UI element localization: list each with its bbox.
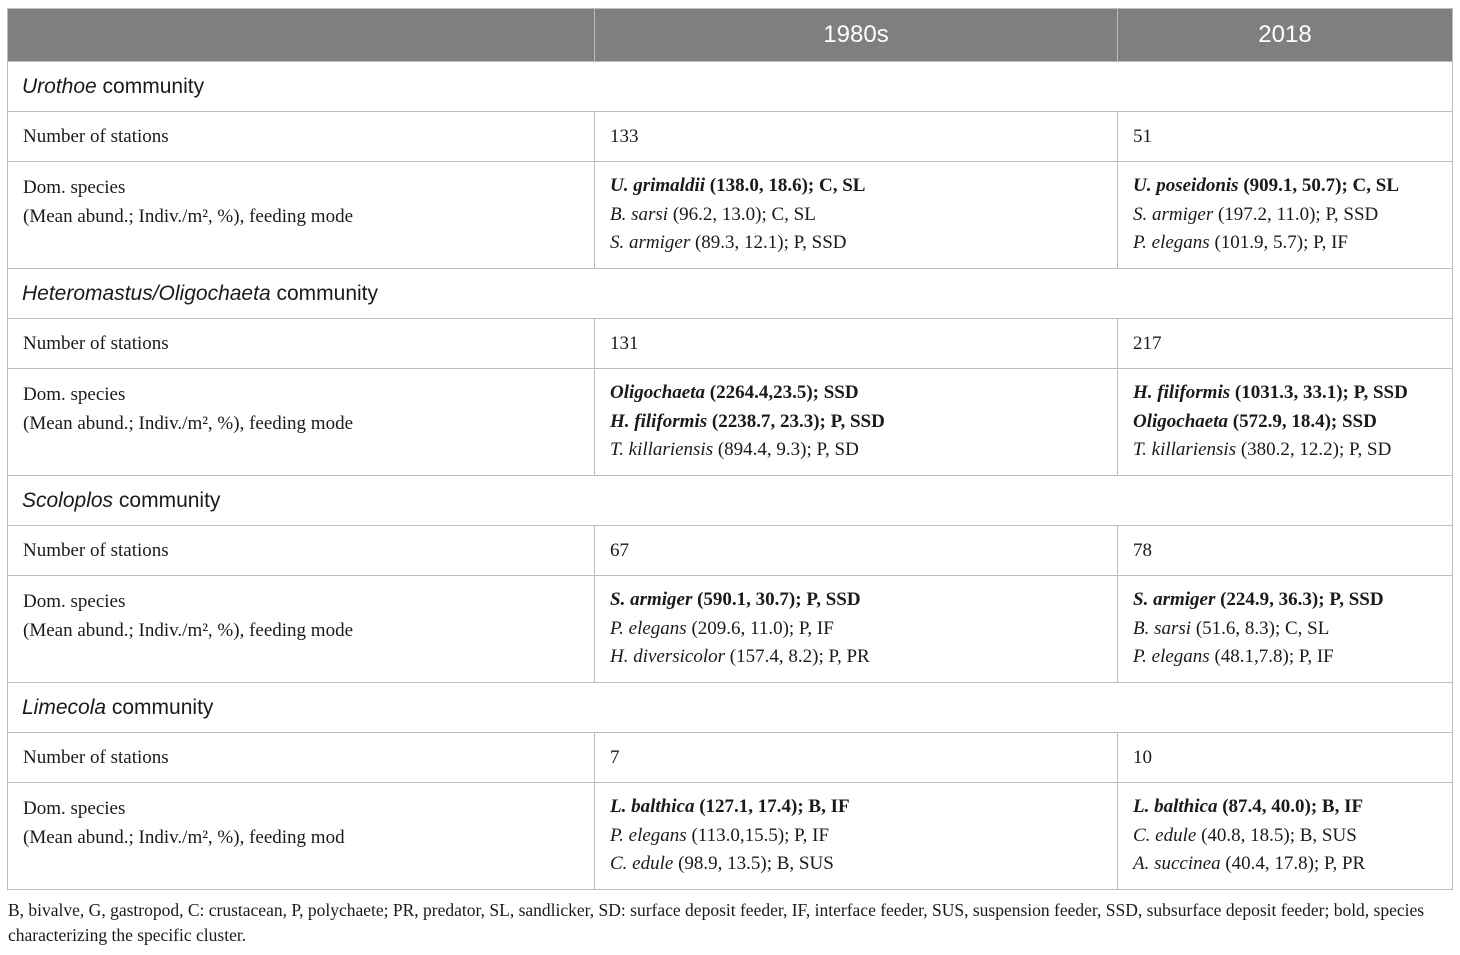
species-name: L. balthica <box>1133 796 1218 818</box>
stations-row <box>8 526 1453 576</box>
stations-row <box>8 733 1453 783</box>
stations-label: Number of stations <box>8 319 595 369</box>
stations-label: Number of stations <box>8 112 595 162</box>
species-line <box>610 229 1117 258</box>
stations-1980s: 133 <box>595 112 1118 162</box>
species-line <box>1133 229 1452 258</box>
species-values: (197.2, 11.0); P, SSD <box>1213 203 1379 225</box>
header-2018: 2018 <box>1118 9 1453 62</box>
species-line <box>610 586 1117 615</box>
community-title-row <box>8 683 1453 733</box>
species-cell-2018 <box>1118 576 1453 683</box>
species-cell-1980s <box>595 783 1118 890</box>
community-title-row <box>8 476 1453 526</box>
dominant-species-row <box>8 576 1453 683</box>
species-name: H. diversicolor <box>610 646 726 668</box>
species-values: (51.6, 8.3); C, SL <box>1191 617 1330 639</box>
species-cell-1980s <box>595 369 1118 476</box>
species-values: (2264.4,23.5); SSD <box>705 382 859 404</box>
community-name: Limecola <box>22 695 107 719</box>
community-title <box>8 269 1453 319</box>
species-values: (101.9, 5.7); P, IF <box>1209 232 1348 254</box>
species-line <box>1133 643 1452 672</box>
species-line <box>610 822 1117 851</box>
species-name: Oligochaeta <box>610 382 705 404</box>
stations-2018: 217 <box>1118 319 1453 369</box>
community-table <box>7 8 1453 890</box>
species-values: (127.1, 17.4); B, IF <box>694 796 850 818</box>
species-values: (113.0,15.5); P, IF <box>686 824 830 846</box>
species-name: B. sarsi <box>610 203 669 225</box>
species-cell-2018 <box>1118 369 1453 476</box>
species-line <box>1133 793 1452 822</box>
table-container <box>7 8 1452 890</box>
species-line <box>1133 379 1452 408</box>
stations-row <box>8 112 1453 162</box>
species-values: (572.9, 18.4); SSD <box>1228 410 1377 432</box>
species-name: H. filiformis <box>610 410 708 432</box>
stations-2018: 10 <box>1118 733 1453 783</box>
species-name: P. elegans <box>610 617 687 639</box>
species-line <box>610 850 1117 879</box>
community-suffix: community <box>106 695 214 719</box>
community-title <box>8 683 1453 733</box>
table-footnote: B, bivalve, G, gastropod, C: crustacean, P, polychaete; PR, predator, SL, sandlicker, SD: surface deposit feeder, IF, interface feeder, SUS, suspension feeder, SSD, subsurface deposit feeder; bold, species characterizing the specific cluster. <box>8 900 1425 945</box>
species-values: (40.8, 18.5); B, SUS <box>1196 824 1357 846</box>
species-line <box>610 172 1117 201</box>
dom-species-label <box>8 162 595 269</box>
species-line <box>1133 822 1452 851</box>
species-name: T. killariensis <box>610 439 714 461</box>
species-values: (1031.3, 33.1); P, SSD <box>1230 382 1408 404</box>
species-line <box>1133 201 1452 230</box>
species-values: (2238.7, 23.3); P, SSD <box>707 410 885 432</box>
stations-1980s: 131 <box>595 319 1118 369</box>
species-name: S. armiger <box>1133 589 1216 611</box>
dominant-species-row <box>8 162 1453 269</box>
species-cell-2018 <box>1118 162 1453 269</box>
dom-label-line-1: Dom. species <box>23 591 126 612</box>
species-name: B. sarsi <box>1133 617 1192 639</box>
species-line <box>1133 586 1452 615</box>
dom-species-label <box>8 783 595 890</box>
species-values: (98.9, 13.5); B, SUS <box>673 853 834 875</box>
species-line <box>1133 436 1452 465</box>
community-name: Urothoe <box>22 74 97 98</box>
stations-2018: 51 <box>1118 112 1453 162</box>
species-values: (894.4, 9.3); P, SD <box>713 439 859 461</box>
species-name: A. succinea <box>1133 853 1221 875</box>
stations-1980s: 7 <box>595 733 1118 783</box>
species-name: S. armiger <box>610 589 693 611</box>
stations-label: Number of stations <box>8 733 595 783</box>
species-name: U. poseidonis <box>1133 175 1239 197</box>
species-name: L. balthica <box>610 796 695 818</box>
species-values: (48.1,7.8); P, IF <box>1209 646 1334 668</box>
species-line <box>610 379 1117 408</box>
species-line <box>1133 408 1452 437</box>
species-values: (380.2, 12.2); P, SD <box>1236 439 1392 461</box>
species-line <box>610 615 1117 644</box>
species-line <box>1133 172 1452 201</box>
species-cell-1980s <box>595 162 1118 269</box>
species-line <box>1133 615 1452 644</box>
community-title-row <box>8 269 1453 319</box>
dom-species-label <box>8 369 595 476</box>
table-body <box>8 62 1453 890</box>
community-title-row <box>8 62 1453 112</box>
species-cell-1980s <box>595 576 1118 683</box>
species-line <box>610 436 1117 465</box>
header-empty <box>8 9 595 62</box>
dom-label-line-2: (Mean abund.; Indiv./m², %), feeding mode <box>23 205 354 227</box>
dom-species-label <box>8 576 595 683</box>
community-suffix: community <box>113 488 221 512</box>
dom-label-line-1: Dom. species <box>23 798 126 819</box>
community-name: Scoloplos <box>22 488 114 512</box>
dom-label-line-2: (Mean abund.; Indiv./m², %), feeding mode <box>23 619 354 641</box>
dom-label-line-1: Dom. species <box>23 384 126 405</box>
species-values: (96.2, 13.0); C, SL <box>668 203 816 225</box>
species-line <box>1133 850 1452 879</box>
stations-row <box>8 319 1453 369</box>
header-1980s: 1980s <box>595 9 1118 62</box>
community-suffix: community <box>270 281 378 305</box>
species-values: (224.9, 36.3); P, SSD <box>1215 589 1384 611</box>
community-name: Heteromastus/Oligochaeta <box>22 281 271 305</box>
dominant-species-row <box>8 369 1453 476</box>
species-cell-2018 <box>1118 783 1453 890</box>
dom-label-line-1: Dom. species <box>23 177 126 198</box>
header-row <box>8 9 1453 62</box>
species-values: (87.4, 40.0); B, IF <box>1217 796 1364 818</box>
species-values: (138.0, 18.6); C, SL <box>705 175 866 197</box>
community-title <box>8 476 1453 526</box>
dom-label-line-2: (Mean abund.; Indiv./m², %), feeding mod <box>23 826 345 848</box>
species-values: (89.3, 12.1); P, SSD <box>690 232 847 254</box>
dom-label-line-2: (Mean abund.; Indiv./m², %), feeding mode <box>23 412 354 434</box>
species-name: C. edule <box>610 853 674 875</box>
species-name: S. armiger <box>1133 203 1214 225</box>
species-line <box>610 793 1117 822</box>
community-suffix: community <box>96 74 205 98</box>
species-name: S. armiger <box>610 232 691 254</box>
stations-label: Number of stations <box>8 526 595 576</box>
community-title <box>8 62 1453 112</box>
species-values: (157.4, 8.2); P, PR <box>725 646 870 668</box>
species-line <box>610 408 1117 437</box>
species-name: P. elegans <box>1133 646 1210 668</box>
species-values: (40.4, 17.8); P, PR <box>1220 853 1366 875</box>
species-name: P. elegans <box>1133 232 1210 254</box>
species-line <box>610 201 1117 230</box>
species-name: P. elegans <box>610 824 687 846</box>
species-name: U. grimaldii <box>610 175 706 197</box>
species-name: T. killariensis <box>1133 439 1237 461</box>
species-line <box>610 643 1117 672</box>
species-name: C. edule <box>1133 824 1197 846</box>
stations-1980s: 67 <box>595 526 1118 576</box>
species-name: Oligochaeta <box>1133 410 1228 432</box>
stations-2018: 78 <box>1118 526 1453 576</box>
species-name: H. filiformis <box>1133 382 1231 404</box>
species-values: (590.1, 30.7); P, SSD <box>692 589 861 611</box>
species-values: (909.1, 50.7); C, SL <box>1238 175 1400 197</box>
species-values: (209.6, 11.0); P, IF <box>686 617 834 639</box>
dominant-species-row <box>8 783 1453 890</box>
